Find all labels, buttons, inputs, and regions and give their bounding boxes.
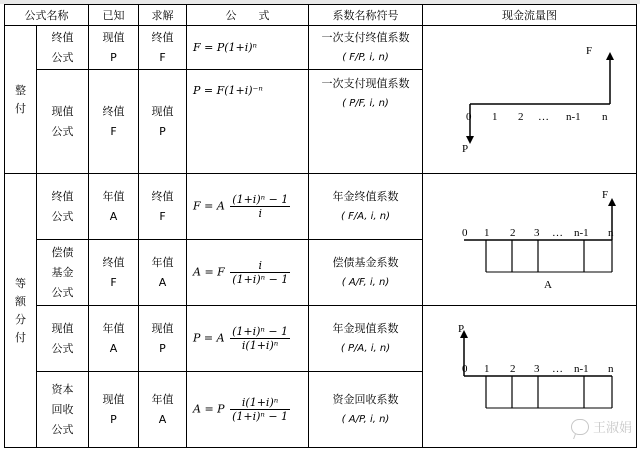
header-solve: 求解 (139, 5, 187, 26)
group-label-annuity: 等 额 分 付 (5, 174, 37, 448)
header-formula: 公 式 (187, 5, 309, 26)
coef-cell (309, 240, 423, 306)
watermark (571, 417, 632, 436)
formula-numerator: (1+i)ⁿ − 1 (232, 193, 289, 206)
group-label-lump: 整 付 (5, 26, 37, 174)
header-known: 已知 (89, 5, 139, 26)
row-known: 终值 F (89, 70, 139, 174)
row-known: 现值 P (89, 26, 139, 70)
formula: F = P(1+i)ⁿ (187, 26, 309, 70)
formula (187, 174, 309, 240)
header-row (5, 5, 637, 26)
row-name: 偿债 基金 公式 (37, 240, 89, 306)
tick-label: 1 (484, 227, 490, 239)
future-value-arrowhead (606, 52, 614, 60)
formula-denominator: (1+i)ⁿ − 1 (232, 410, 289, 423)
tick-label: 3 (534, 363, 540, 375)
tick-label: 3 (534, 227, 540, 239)
chat-bubble-icon (571, 419, 589, 435)
tick-label: 0 (462, 227, 468, 239)
formula-lhs: A = P (193, 402, 225, 416)
tick-label: 2 (510, 363, 516, 375)
formula-lhs: F = A (193, 199, 225, 213)
row-known: 现值 P (89, 372, 139, 448)
coef-note: ( F/P, i, n) (342, 51, 389, 63)
coef-note: ( A/P, i, n) (341, 413, 390, 425)
header-coef: 系数名称符号 (309, 5, 423, 26)
row-solve: 年值 A (139, 240, 187, 306)
tick-label: n (602, 111, 608, 123)
tick-label: n-1 (574, 363, 589, 375)
formula-numerator: (1+i)ⁿ − 1 (232, 325, 289, 338)
formula-denominator: i(1+i)ⁿ (241, 339, 279, 352)
formula-fraction (230, 325, 290, 352)
row-name: 现值 公式 (37, 306, 89, 372)
future-value-arrowhead (608, 198, 616, 206)
row-name: 终值 公式 (37, 26, 89, 70)
coef-note: ( P/A, i, n) (340, 342, 391, 354)
label-f: F (586, 45, 593, 57)
tick-label: 0 (466, 111, 472, 123)
formula-fraction (230, 396, 290, 423)
tick-label: n (608, 363, 614, 375)
formula-fraction (230, 259, 290, 286)
coef-note: ( F/A, i, n) (341, 210, 390, 222)
tick-label: 2 (510, 227, 516, 239)
row-solve: 终值 F (139, 174, 187, 240)
watermark-text: 王淑娟 (592, 421, 632, 436)
cash-flow-diagram-annuity-fv (424, 178, 636, 304)
coef-name: 资金回收系数 (332, 392, 399, 406)
formula (187, 306, 309, 372)
formula-numerator: i (230, 259, 290, 273)
cash-flow-diagram-lump (424, 28, 636, 176)
coef-cell (309, 372, 423, 448)
formula-numerator: i(1+i)ⁿ (230, 396, 290, 410)
formula-denominator: (1+i)ⁿ − 1 (232, 273, 289, 286)
coef-name: 一次支付现值系数 (321, 77, 410, 90)
tick-label: 1 (492, 111, 498, 123)
coef-note: ( P/F, i, n) (342, 98, 389, 109)
coef-name: 年金终值系数 (332, 189, 399, 203)
formula-fraction (230, 193, 290, 220)
label-a: A (544, 279, 552, 291)
row-name: 现值 公式 (37, 70, 89, 174)
row-name: 终值 公式 (37, 174, 89, 240)
tick-label: … (552, 363, 563, 375)
formula (187, 240, 309, 306)
coef-name: 一次支付终值系数 (321, 30, 410, 44)
tick-label: n (608, 227, 614, 239)
header-diagram: 现金流量图 (423, 5, 637, 26)
coef-cell (309, 306, 423, 372)
tick-label: 2 (518, 111, 524, 123)
tick-label: 0 (462, 363, 468, 375)
row-solve: 年值 A (139, 372, 187, 448)
formula (187, 372, 309, 448)
coef-cell (309, 70, 423, 174)
formula: P = F(1+i)⁻ⁿ (187, 70, 309, 174)
tick-label: 1 (484, 363, 490, 375)
row-known: 年值 A (89, 306, 139, 372)
coef-name: 年金现值系数 (332, 321, 399, 335)
row-known: 终值 F (89, 240, 139, 306)
coef-cell (309, 174, 423, 240)
label-f: F (602, 189, 609, 201)
tick-label: n-1 (566, 111, 581, 123)
tick-label: … (552, 227, 563, 239)
coef-name: 偿债基金系数 (332, 255, 399, 269)
formula-denominator: i (258, 207, 263, 220)
tick-label: n-1 (574, 227, 589, 239)
coef-note: ( A/F, i, n) (341, 276, 390, 288)
formula-lhs: P = A (193, 331, 225, 345)
label-p: P (462, 143, 469, 155)
row-name: 资本 回收 公式 (37, 372, 89, 448)
header-name: 公式名称 (5, 5, 89, 26)
tick-label: … (538, 111, 549, 123)
row-solve: 终值 F (139, 26, 187, 70)
row-known: 年值 A (89, 174, 139, 240)
formula-lhs: A = F (193, 265, 225, 279)
label-p: P (458, 323, 465, 335)
row-solve: 现值 P (139, 306, 187, 372)
row-solve: 现值 P (139, 70, 187, 174)
coef-cell (309, 26, 423, 70)
